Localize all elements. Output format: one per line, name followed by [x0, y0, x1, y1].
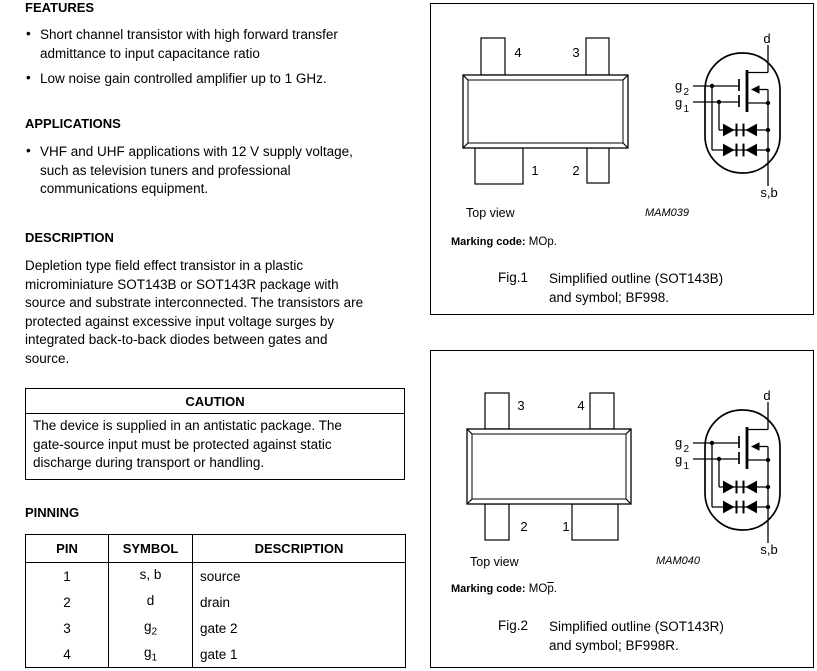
- package-outline-sot143b: [463, 38, 628, 184]
- gate1-sub: 1: [683, 104, 690, 115]
- drain-label: d: [763, 388, 771, 403]
- feature-text: Low noise gain controlled amplifier up to 1 GHz.: [40, 71, 327, 86]
- bullet-icon: •: [26, 70, 31, 85]
- pin-symbol: $g_1$: [109, 641, 193, 668]
- pin-number: 3: [63, 620, 71, 636]
- pin-description: gate 2: [193, 615, 406, 641]
- pin-label: 4: [577, 398, 585, 413]
- features-heading: FEATURES: [25, 0, 95, 15]
- source-label: s,b: [760, 542, 778, 557]
- pin-description: drain: [193, 589, 406, 615]
- marking-code: Marking code: $MO\overline{p}$.: [451, 583, 557, 595]
- top-view-label: Top view: [470, 555, 519, 569]
- drain-label: d: [763, 31, 771, 46]
- figure-caption: Simplified outline (SOT143R) and symbol; BF998R.: [549, 619, 724, 653]
- pin-label: 1: [562, 519, 570, 534]
- list-item: [26, 143, 412, 199]
- pin-label: 4: [514, 45, 522, 60]
- gate1-sub: 1: [683, 461, 690, 472]
- list-item: [26, 70, 412, 89]
- pin-symbol: $g_2$: [109, 615, 193, 641]
- list-item: [26, 26, 412, 63]
- figure-number: Fig.1: [498, 270, 529, 285]
- gate1-label: g: [675, 95, 683, 110]
- figure-caption: Simplified outline (SOT143B) and symbol; BF998.: [549, 271, 724, 305]
- pin-symbol: s, b: [109, 563, 193, 590]
- applications-heading: APPLICATIONS: [25, 116, 121, 131]
- source-label: s,b: [760, 185, 778, 200]
- pin-number: 4: [63, 646, 71, 662]
- column-header-pin: PIN: [26, 535, 109, 563]
- pinning-table: [25, 534, 406, 668]
- column-header-description: DESCRIPTION: [193, 535, 406, 563]
- table-row: [26, 641, 406, 668]
- caution-box: [25, 388, 405, 480]
- gate2-sub: 2: [683, 444, 690, 455]
- table-row: [26, 615, 406, 641]
- figure1-drawing: [430, 3, 814, 315]
- figure-number: Fig.2: [498, 618, 529, 633]
- marking-code: Marking code: MOp.: [451, 236, 557, 248]
- pin-number: 2: [63, 594, 71, 610]
- feature-text: Short channel transistor with high forward transfer admittance to input capacitance ratio: [40, 27, 338, 61]
- pin-symbol: d: [109, 589, 193, 615]
- table-row: [26, 563, 406, 590]
- pinning-heading: PINNING: [25, 505, 80, 520]
- mosfet-symbol: [675, 31, 780, 200]
- pin-description: source: [193, 563, 406, 590]
- caution-body: The device is supplied in an antistatic package. The gate-source input must be protected against static discharge during transport or handling.: [33, 418, 342, 471]
- drawing-code: MAM039: [645, 207, 690, 219]
- pin-label: 2: [572, 163, 580, 178]
- gate1-label: g: [675, 452, 683, 467]
- bullet-icon: •: [26, 143, 31, 158]
- pin-label: 3: [517, 398, 525, 413]
- pin-label: 2: [520, 519, 528, 534]
- column-header-symbol: SYMBOL: [109, 535, 193, 563]
- caution-title: CAUTION: [26, 389, 404, 414]
- bullet-icon: •: [26, 26, 31, 41]
- package-outline-sot143r: [467, 393, 631, 540]
- pin-label: 3: [572, 45, 580, 60]
- pin-description: gate 1: [193, 641, 406, 668]
- drawing-code: MAM040: [656, 555, 701, 567]
- gate2-sub: 2: [683, 87, 690, 98]
- pin-label: 1: [531, 163, 539, 178]
- application-text: VHF and UHF applications with 12 V supply voltage, such as television tuners and professional communications equipment.: [40, 144, 353, 196]
- mosfet-symbol: [675, 388, 780, 557]
- table-row: [26, 589, 406, 615]
- description-heading: DESCRIPTION: [25, 230, 114, 245]
- description-body: Depletion type field effect transistor in a plastic microminiature SOT143B or SOT143R package with source and substrate interconnected. The transistors are protected against excessive input voltage surges by integrated back-to-back diodes between gates and source.: [25, 258, 364, 366]
- top-view-label: Top view: [466, 206, 515, 220]
- gate2-label: g: [675, 435, 683, 450]
- table-header-row: [26, 535, 406, 563]
- pin-number: 1: [63, 568, 71, 584]
- gate2-label: g: [675, 78, 683, 93]
